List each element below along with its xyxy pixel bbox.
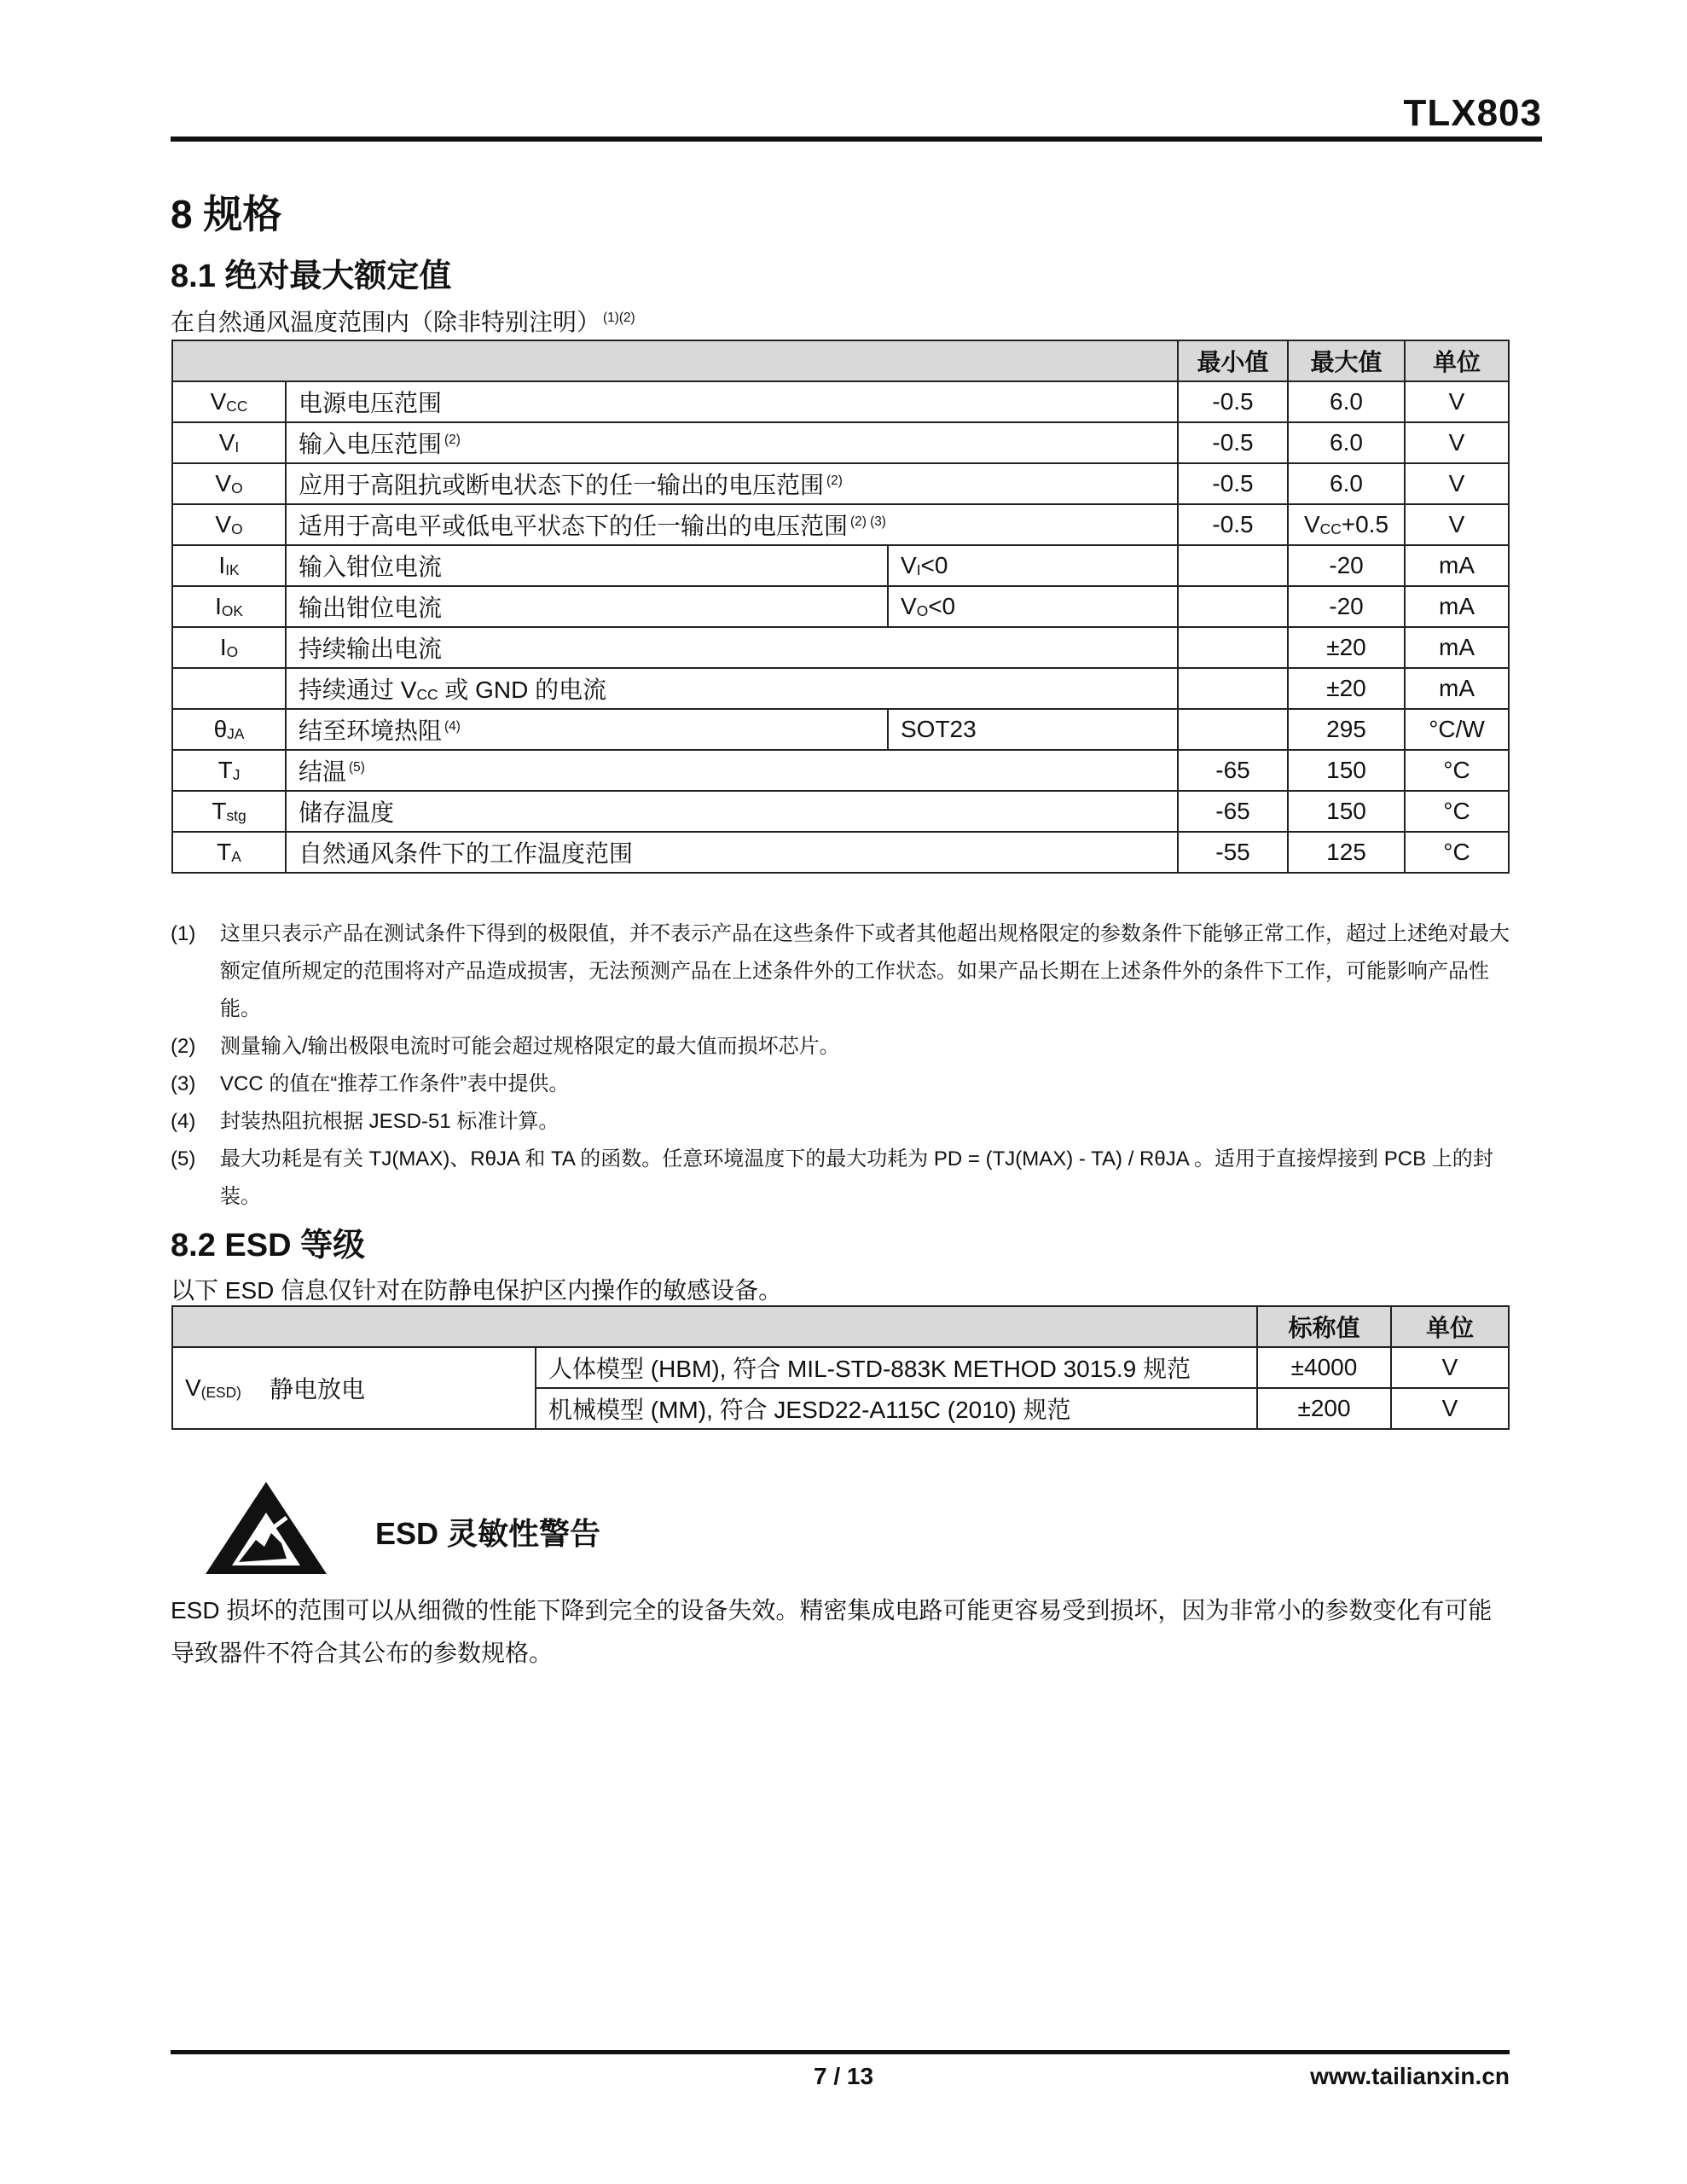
- table-row: [172, 381, 1509, 422]
- table-row: [172, 627, 1509, 668]
- symbol: [172, 668, 286, 709]
- unit: mA: [1405, 668, 1509, 709]
- esd-rating-lead: 以下 ESD 信息仅针对在防静电保护区内操作的敏感设备。: [171, 1277, 783, 1304]
- condition: $V_I<0$: [888, 545, 1178, 586]
- parameter: 输出钳位电流: [286, 586, 888, 627]
- esd-model: 人体模型 (HBM), 符合 MIL-STD-883K METHOD 3015.9 规范: [536, 1347, 1257, 1388]
- symbol: $V_I$: [172, 422, 286, 463]
- min-value: [1178, 545, 1288, 586]
- parameter: 储存温度: [286, 791, 1178, 832]
- table-row: [172, 709, 1509, 750]
- min-value: -65: [1178, 791, 1288, 832]
- esd-rating-table: [171, 1305, 1510, 1430]
- table-row: [172, 545, 1509, 586]
- max-value: 150: [1288, 750, 1405, 791]
- table-header-row: [172, 340, 1509, 381]
- max-value: ±20: [1288, 668, 1405, 709]
- unit: V: [1391, 1347, 1509, 1388]
- table-header-row: [172, 1306, 1509, 1347]
- symbol: $V_O$: [172, 504, 286, 545]
- part-number: TLX803: [1403, 92, 1542, 134]
- esd-symbol: $V_{(ESD)}$: [172, 1347, 258, 1429]
- unit: V: [1405, 422, 1509, 463]
- unit: V: [1391, 1388, 1509, 1429]
- unit: °C: [1405, 750, 1509, 791]
- max-value: 6.0: [1288, 381, 1405, 422]
- table-row: [172, 463, 1509, 504]
- symbol: $V_{CC}$: [172, 381, 286, 422]
- parameter: 适用于高电平或低电平状态下的任一输出的电压范围 $^{(2) (3)}$: [286, 504, 1178, 545]
- min-value: -65: [1178, 750, 1288, 791]
- max-value: -20: [1288, 586, 1405, 627]
- symbol: $T_A$: [172, 832, 286, 873]
- min-value: [1178, 586, 1288, 627]
- max-value: -20: [1288, 545, 1405, 586]
- table-row: [172, 504, 1509, 545]
- header-nominal: 标称值: [1257, 1306, 1391, 1347]
- footnote: (1) 这里只表示产品在测试条件下得到的极限值，并不表示产品在这些条件下或者其他超出规格限定的参数条件下能够正常工作，超过上述绝对最大额定值所规定的范围将对产品造成损害，无法预测产品在上述条件外的工作状态。如果产品长期在上述条件外的条件下工作，可能影响产品性能。: [171, 922, 1510, 1020]
- page-number: 7 / 13: [813, 2063, 874, 2089]
- parameter: 输入钳位电流: [286, 545, 888, 586]
- header-unit: 单位: [1405, 340, 1509, 381]
- parameter: 输入电压范围 $^{(2)}$: [286, 422, 1178, 463]
- symbol: $I_O$: [172, 627, 286, 668]
- min-value: [1178, 627, 1288, 668]
- unit: V: [1405, 381, 1509, 422]
- min-value: [1178, 709, 1288, 750]
- symbol: $T_{stg}$: [172, 791, 286, 832]
- footnote: (4) 封装热阻抗根据 JESD-51 标准计算。: [171, 1110, 559, 1133]
- unit: °C: [1405, 791, 1509, 832]
- abs-max-title: 8.1 绝对最大额定值: [171, 258, 452, 294]
- table-row: [172, 586, 1509, 627]
- esd-warning-title: ESD 灵敏性警告: [375, 1516, 601, 1551]
- website: www.tailianxin.cn: [1310, 2063, 1510, 2089]
- max-value: ±20: [1288, 627, 1405, 668]
- abs-max-lead: 在自然通风温度范围内（除非特别注明） $^{(1)(2)}$: [171, 309, 635, 335]
- parameter: 持续通过 $V_{CC}$ 或 GND 的电流: [286, 668, 1178, 709]
- parameter: 自然通风条件下的工作温度范围: [286, 832, 1178, 873]
- min-value: [1178, 668, 1288, 709]
- esd-warning-icon: [205, 1480, 328, 1576]
- table-row: [172, 791, 1509, 832]
- unit: mA: [1405, 545, 1509, 586]
- section-title: 8 规格: [171, 192, 282, 236]
- parameter: 电源电压范围: [286, 381, 1178, 422]
- footnote: (5) 最大功耗是有关 TJ(MAX)、RθJA 和 TA 的函数。任意环境温度下的最大功耗为 PD = (TJ(MAX) - TA) / RθJA 。适用于直接焊接到 PCB 上的封装。: [171, 1147, 1493, 1208]
- max-value: 150: [1288, 791, 1405, 832]
- header-min: 最小值: [1178, 340, 1288, 381]
- header-blank: [172, 340, 1178, 381]
- esd-model: 机械模型 (MM), 符合 JESD22-A115C (2010) 规范: [536, 1388, 1257, 1429]
- min-value: -0.5: [1178, 422, 1288, 463]
- unit: V: [1405, 504, 1509, 545]
- footer-rule: [171, 2050, 1510, 2054]
- esd-label: 静电放电: [258, 1347, 536, 1429]
- table-row: [172, 422, 1509, 463]
- min-value: -0.5: [1178, 381, 1288, 422]
- esd-rating-title: 8.2 ESD 等级: [171, 1228, 366, 1263]
- table-row: [172, 832, 1509, 873]
- header-rule: [171, 136, 1542, 142]
- unit: mA: [1405, 627, 1509, 668]
- symbol: $\theta_{JA}$: [172, 709, 286, 750]
- table-row: [172, 750, 1509, 791]
- parameter: 结温 $^{(5)}$: [286, 750, 1178, 791]
- max-value: 295: [1288, 709, 1405, 750]
- max-value: 6.0: [1288, 422, 1405, 463]
- min-value: -55: [1178, 832, 1288, 873]
- parameter: 应用于高阻抗或断电状态下的任一输出的电压范围 $^{(2)}$: [286, 463, 1178, 504]
- header-unit: 单位: [1391, 1306, 1509, 1347]
- symbol: $I_{OK}$: [172, 586, 286, 627]
- table-row: [172, 1347, 1509, 1388]
- condition: SOT23: [888, 709, 1178, 750]
- symbol: $I_{IK}$: [172, 545, 286, 586]
- esd-warning-text: ESD 损坏的范围可以从细微的性能下降到完全的设备失效。精密集成电路可能更容易受到损坏，因为非常小的参数变化有可能导致器件不符合其公布的参数规格。: [171, 1597, 1493, 1666]
- footnotes: [171, 915, 1510, 1216]
- unit: °C/W: [1405, 709, 1509, 750]
- symbol: $V_O$: [172, 463, 286, 504]
- unit: mA: [1405, 586, 1509, 627]
- min-value: -0.5: [1178, 463, 1288, 504]
- symbol: $T_J$: [172, 750, 286, 791]
- parameter: 结至环境热阻 $^{(4)}$: [286, 709, 888, 750]
- table-row: [172, 668, 1509, 709]
- header-blank: [172, 1306, 1257, 1347]
- condition: $V_O<0$: [888, 586, 1178, 627]
- header-max: 最大值: [1288, 340, 1405, 381]
- unit: °C: [1405, 832, 1509, 873]
- max-value: 125: [1288, 832, 1405, 873]
- footnote: (3) VCC 的值在“推荐工作条件”表中提供。: [171, 1072, 570, 1095]
- max-value: 6.0: [1288, 463, 1405, 504]
- min-value: -0.5: [1178, 504, 1288, 545]
- footnote: (2) 测量输入/输出极限电流时可能会超过规格限定的最大值而损坏芯片。: [171, 1035, 840, 1058]
- esd-value: ±200: [1257, 1388, 1391, 1429]
- parameter: 持续输出电流: [286, 627, 1178, 668]
- max-value: $V_{CC}+0.5$: [1288, 504, 1405, 545]
- esd-value: ±4000: [1257, 1347, 1391, 1388]
- abs-max-table: [171, 340, 1510, 874]
- unit: V: [1405, 463, 1509, 504]
